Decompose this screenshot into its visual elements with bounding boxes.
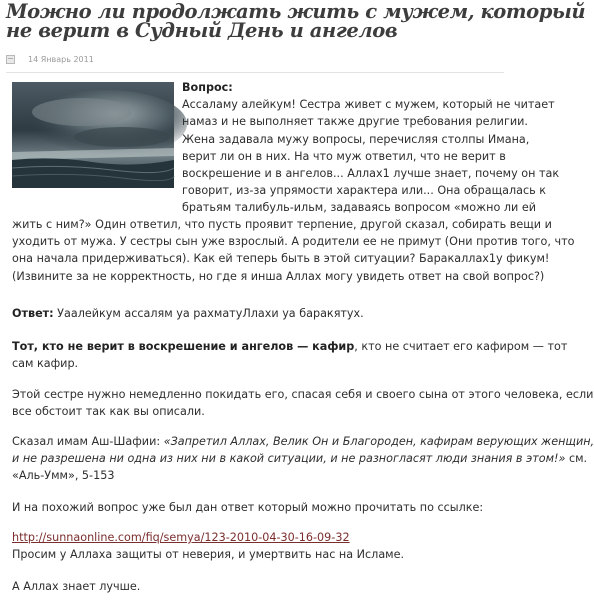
- question-line: верит ли он в них. На что муж ответил, что не верит в: [182, 149, 506, 163]
- sunnaonline-link[interactable]: http://sunnaonline.com/fiq/semya/123-2010-04-30-16-09-32: [12, 531, 350, 544]
- similar-paragraph: [12, 499, 504, 516]
- question-line: Ассаламу алейкум! Сестра живет с мужем, который не читает: [182, 98, 555, 112]
- advice-paragraph: [12, 386, 594, 420]
- question-line: (Извините за не корректность, но где я инша Аллах могу увидеть ответ на свой вопрос?): [12, 269, 545, 283]
- question-wrap: [182, 79, 560, 217]
- question-line: намаз и не выполняет также другие требования религии.: [182, 115, 528, 129]
- divider: [6, 72, 504, 73]
- advice-line-2: все обстоит так как вы описали.: [12, 405, 205, 419]
- question-line: воскрешение и в ангелов... Аллах1 лучше знает, почему он так: [182, 167, 560, 181]
- question-label: Вопрос:: [182, 81, 233, 94]
- question-line: братьям талибуль-ильм, задаваясь вопросом «можно ли ей: [182, 201, 536, 215]
- title-line-2[interactable]: не верит в Судный День и ангелов: [6, 19, 398, 42]
- prayer-line: Просим у Аллаха защиты от неверия, и умертвить нас на Исламе.: [12, 548, 405, 562]
- answer-text: Уаалейкум ассалям уа рахматуЛлахи уа баракятух.: [53, 307, 364, 320]
- question-line: она начала придерживаться). Как ей теперь быть в этой ситуации? Баракаллах1у фикум!: [12, 252, 550, 266]
- ruling-line-2: сам кафир.: [12, 357, 79, 371]
- ruling-bold: Тот, кто не верит в воскрешение и ангелов — кафир: [12, 340, 355, 353]
- post-meta: [6, 55, 94, 64]
- quote-intro: Сказал имам Аш-Шафии:: [12, 435, 164, 448]
- calendar-icon: [6, 55, 15, 64]
- ruling-rest: , кто не считает его кафиром — тот: [354, 340, 568, 353]
- quote-paragraph: [12, 433, 594, 485]
- advice-line-1: Этой сестре нужно немедленно покидать его, спасая себя и своего сына от этого человека, если: [12, 388, 594, 401]
- quote-after: см.: [565, 452, 588, 466]
- ruling-paragraph: [12, 338, 568, 372]
- link-paragraph: [12, 529, 504, 563]
- question-line: Жена задавала мужу вопросы, перечисляя столпы Имана,: [182, 132, 530, 146]
- question-continued: [12, 216, 575, 285]
- quote-source: «Аль-Умм», 5-153: [12, 469, 115, 483]
- closing-paragraph: [12, 578, 504, 595]
- question-line: говорит, из-за упрямости характера или... Она обращалась к: [182, 184, 547, 198]
- question-line: уходить от мужа. У сестры сын уже взрослый. А родители ее не примут (Они против того, что: [12, 235, 575, 249]
- answer-paragraph: [12, 305, 504, 322]
- answer-label: Ответ:: [12, 307, 54, 320]
- post-date: 14 Январь 2011: [28, 55, 94, 64]
- question-line: жить с ним?» Один ответил, что пусть проявит терпение, другой сказал, собирать вещи и: [12, 218, 552, 231]
- closing-line: А Аллах знает лучше.: [12, 580, 141, 593]
- title-line-1[interactable]: Можно ли продолжать жить с мужем, который: [6, 0, 586, 23]
- similar-intro: И на похожий вопрос уже был дан ответ который можно прочитать по ссылке:: [12, 501, 484, 514]
- storm-photo: [12, 82, 174, 188]
- quote-italic-1: «Запретил Аллах, Велик Он и Благороден, кафирам верующих женщин,: [163, 435, 594, 448]
- article-title[interactable]: [6, 0, 586, 42]
- quote-italic-2: и не разрешена ни одна из них ни в какой ситуации, и не разногласят люди знания в этом!»: [12, 452, 566, 466]
